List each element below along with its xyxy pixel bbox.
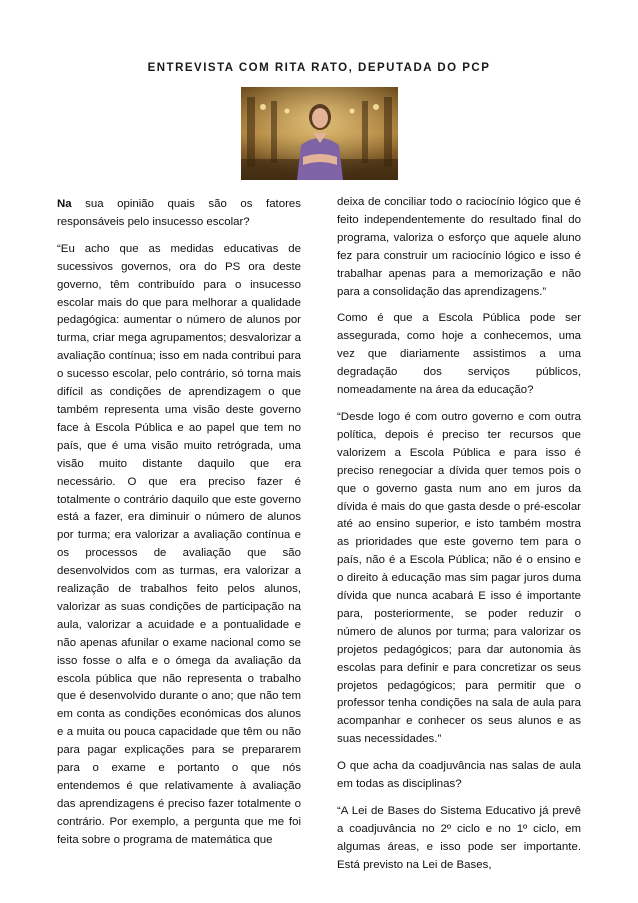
question-3: O que acha da coadjuvância nas salas de aula em todas as disciplinas? bbox=[337, 760, 581, 791]
answer-3: “A Lei de Bases do Sistema Educativo já prevê a coadjuvância no 2º ciclo e no 1º ciclo, em algumas áreas, e isso pode ser importante. Está previsto na Lei de Bases, bbox=[337, 805, 581, 871]
left-column bbox=[57, 196, 301, 859]
portrait-image bbox=[241, 87, 398, 180]
question-1-text: sua opinião quais são os fatores responsáveis pelo insucesso escolar? bbox=[57, 198, 301, 228]
interview-photo bbox=[241, 87, 398, 180]
answer-1: “Eu acho que as medidas educativas de sucessivos governos, ora do PS ora deste governo, têm contribuído para o insucesso escolar mais do que para melhorar a qualidade pedagógica: aumentar o número de alunos por turma, criar mega agrupamentos; desvalorizar a avaliação contínua; isso em nada contribui para o sucesso escolar, pelo contrário, só torna mais difícil as condições de aprendizagem o que também representa uma visão deste governo face à Escola Pública e ao papel que tem no país, que é uma visão muito retrógrada, uma visão muito distante daquilo que era necessário. O que era preciso fazer é totalmente o contrário daquilo que este governo está a fazer, era diminuir o número de alunos por turma; era valorizar a avaliação contínua e os processos de avaliação que são desenvolvidos com as turmas, era valorizar a realização de trabalhos feito pelos alunos, valorizar as suas condições de participação na aula, valorizar a acuidade e a pontualidade e não apenas afunilar o exame nacional como se isso fosse o alfa e o ómega da avaliação da escola pública que não representa o trabalho que é desenvolvido durante o ano; que não tem em conta as condições económicas dos alunos e a muita ou pouca capacidade que têm ou não para pagar explicações para se prepararem para o exame e portanto o que nós entendemos é que relativamente à avaliação das aprendizagens é preciso fazer totalmente o contrário. Por exemplo, a pergunta que me foi feita sobre o programa de matemática que bbox=[57, 242, 301, 846]
question-1-lead: Na bbox=[57, 198, 72, 210]
answer-2: “Desde logo é com outro governo e com outra política, depois é preciso ter recursos que valorizem a Escola Pública e para isso é preciso renegociar a dívida quer temos pois o que o governo gasta num ano em juros da dívida é mais do que gasta desde o pré-escolar até ao ensino superior, e isto também mostra as prioridades que este governo tem para o país, não é a Escola Pública; não é o ensino e o direito à educação mas sim pagar juros duma dívida que nunca acabará E isso é importante para, posteriormente, se poder reduzir o número de alunos por turma; para valorizar os projetos pedagógicos; para dar autonomia às escolas para definir e para concretizar os seus projetos pedagógicos; para permitir que o professor tenha condições na sala de aula para acompanhar e conhecer os seus alunos e as suas necessidades.” bbox=[337, 410, 581, 746]
right-column bbox=[337, 194, 581, 884]
page-title: ENTREVISTA COM RITA RATO, DEPUTADA DO PCP bbox=[147, 62, 491, 74]
question-2: Como é que a Escola Pública pode ser assegurada, como hoje a conhecemos, uma vez que diariamente assistimos a uma degradação dos serviços públicos, nomeadamente na área da educação? bbox=[337, 312, 581, 397]
answer-1-continued: deixa de conciliar todo o raciocínio lógico que é feito independentemente do resultado final do programa, valoriza o esforço que aquele aluno fez para construir um raciocínio lógico e isso é trabalhar apenas para a memorização e não para a consolidação das aprendizagens.” bbox=[337, 196, 581, 298]
question-1 bbox=[57, 196, 301, 232]
